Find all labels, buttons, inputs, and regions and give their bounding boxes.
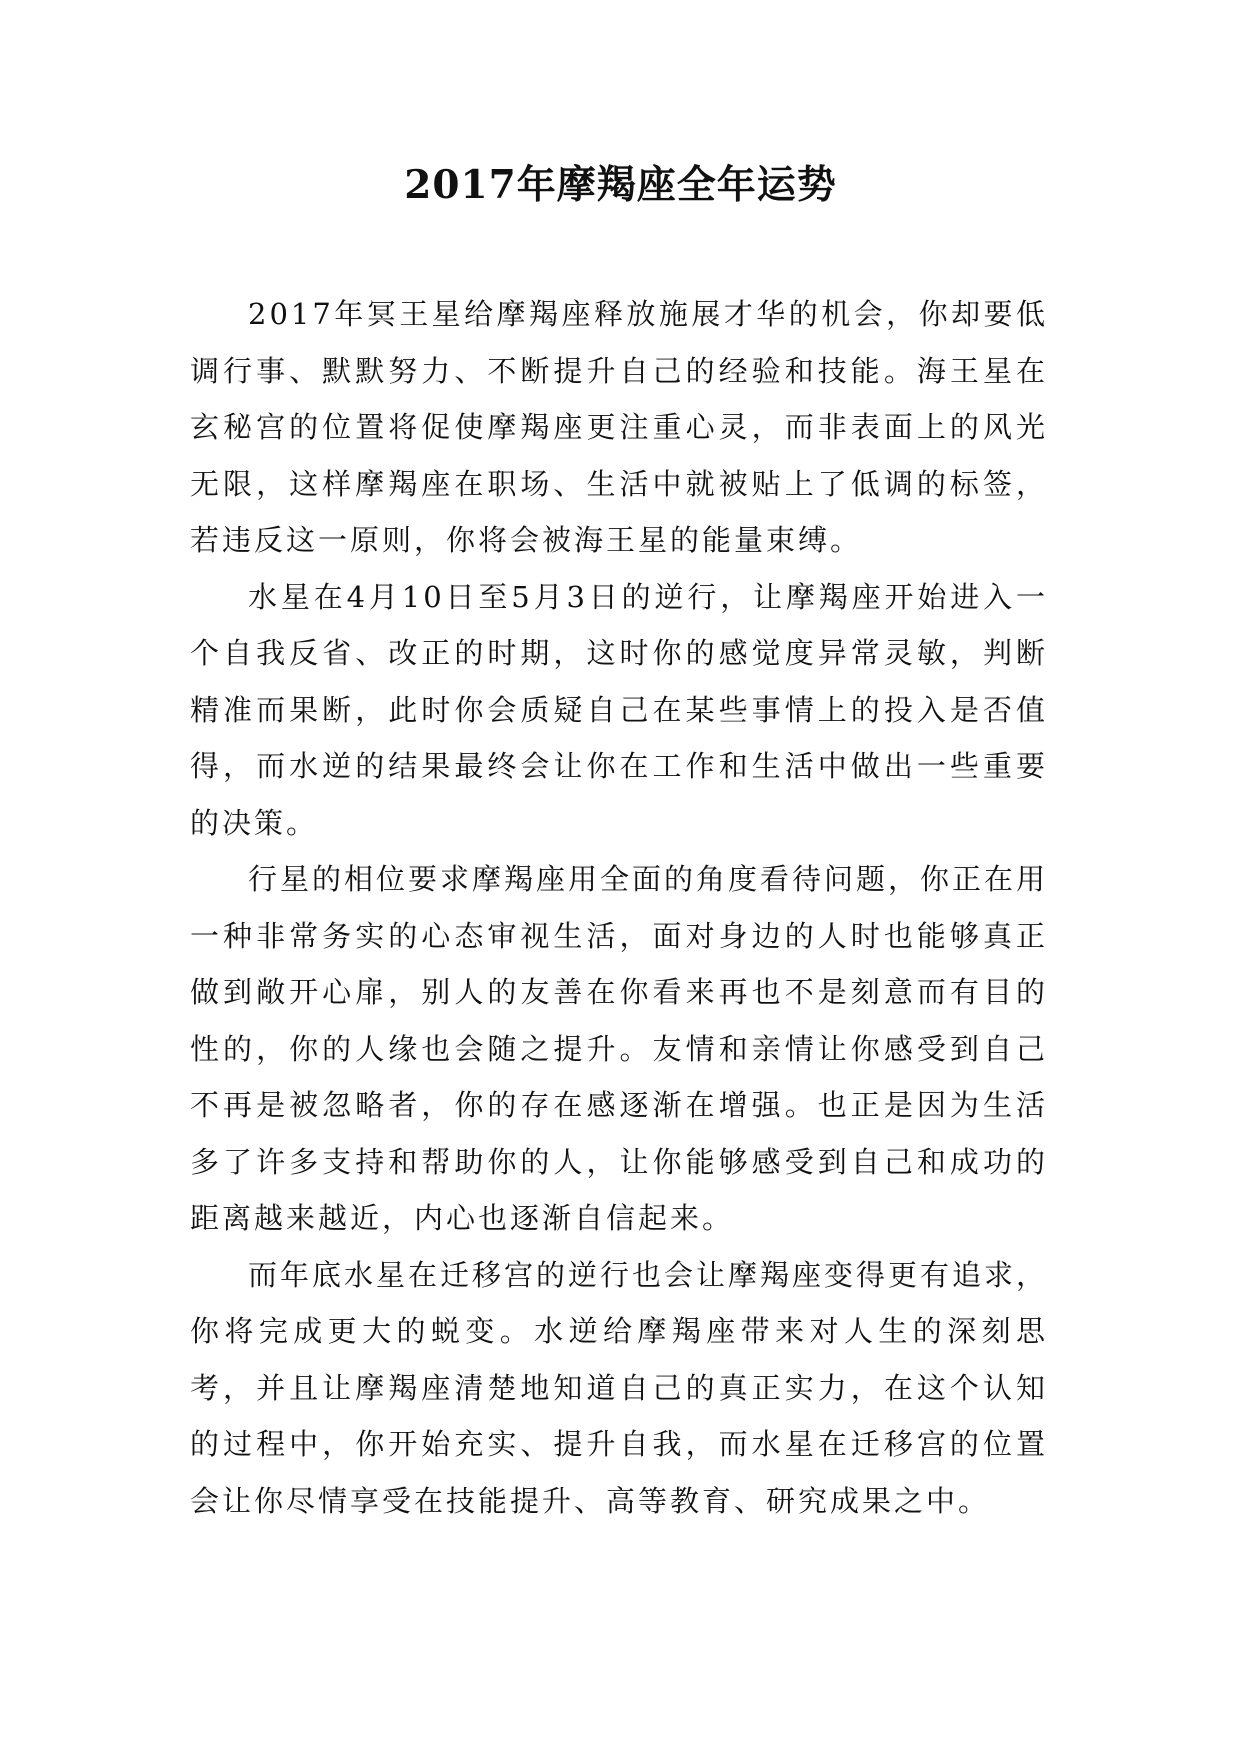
document-title: 2017年摩羯座全年运势 xyxy=(404,162,837,208)
paragraph: 2017年冥王星给摩羯座释放施展才华的机会，你却要低调行事、默默努力、不断提升自己的经验和技能。海王星在玄秘宫的位置将促使摩羯座更注重心灵，而非表面上的风光无限，这样摩羯座在职场、生活中就被贴上了低调的标签，若违反这一原则，你将会被海王星的能量束缚。 xyxy=(190,297,1048,557)
paragraph: 水星在4月10日至5月3日的逆行，让摩羯座开始进入一个自我反省、改正的时期，这时你的感觉度异常灵敏，判断精准而果断，此时你会质疑自己在某些事情上的投入是否值得，而水逆的结果最终会让你在工作和生活中做出一些重要的决策。 xyxy=(190,579,1048,840)
paragraph: 行星的相位要求摩羯座用全面的角度看待问题，你正在用一种非常务实的心态审视生活，面对身边的人时也能够真正做到敞开心扉，别人的友善在你看来再也不是刻意而有目的性的，你的人缘也会随之提升。友情和亲情让你感受到自己不再是被忽略者，你的存在感逐渐在增强。也正是因为生活多了许多支持和帮助你的人，让你能够感受到自己和成功的距离越来越近，内心也逐渐自信起来。 xyxy=(190,862,1049,1235)
paragraph: 而年底水星在迁移宫的逆行也会让摩羯座变得更有追求，你将完成更大的蜕变。水逆给摩羯座带来对人生的深刻思考，并且让摩羯座清楚地知道自己的真正实力，在这个认知的过程中，你开始充实、提升自我，而水星在迁移宫的位置会让你尽情享受在技能提升、高等教育、研究成果之中。 xyxy=(190,1257,1049,1518)
document-body xyxy=(190,286,1048,1529)
